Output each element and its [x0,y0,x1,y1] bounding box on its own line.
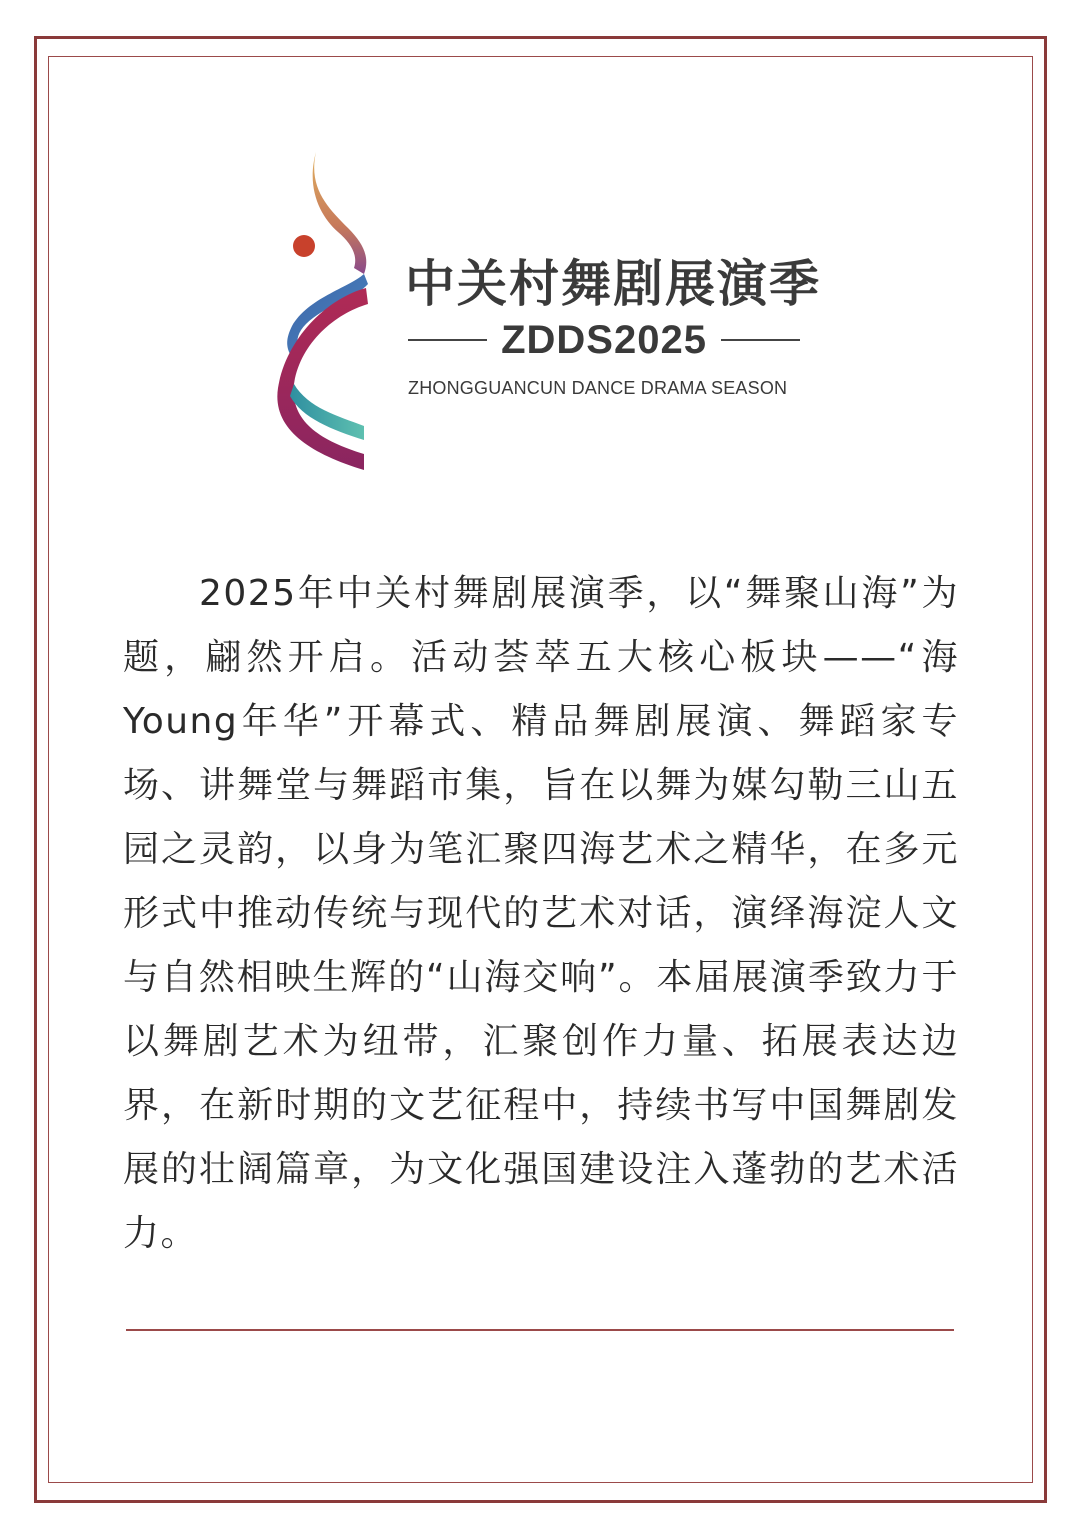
logo-title: 中关村舞剧展演季 [405,255,821,313]
bottom-divider [126,1329,954,1331]
right-rule [721,339,800,341]
logo-code-row [408,318,800,362]
dance-ribbon-logo-icon [268,148,378,478]
left-rule [408,339,487,341]
logo-code: ZDDS2025 [501,317,707,362]
logo-english-name: ZHONGGUANCUN DANCE DRAMA SEASON [408,378,788,398]
intro-paragraph: 2025年中关村舞剧展演季，以“舞聚山海”为题，翩然开启。活动荟萃五大核心板块——“海Young年华”开幕式、精品舞剧展演、舞蹈家专场、讲舞堂与舞蹈市集，旨在以舞为媒勾勒三山五园之灵韵，以身为笔汇聚四海艺术之精华，在多元形式中推动传统与现代的艺术对话，演绎海淀人文与自然相映生辉的“山海交响”。本届展演季致力于以舞剧艺术为纽带，汇聚创作力量、拓展表达边界，在新时期的文艺征程中，持续书写中国舞剧发展的壮阔篇章，为文化强国建设注入蓬勃的艺术活力。 [123,573,959,1254]
